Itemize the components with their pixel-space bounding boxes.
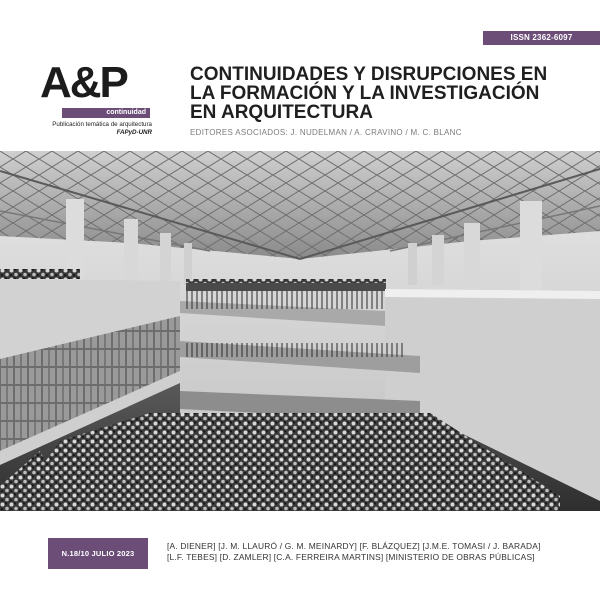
cover-title: [190, 65, 570, 122]
author-line: [A. DIENER] [J. M. LLAURÓ / G. M. MEINARDY] [F. BLÁZQUEZ] [J.M.E. TOMASI / J. BARADA]: [167, 541, 541, 551]
logo-mark: A&P: [40, 58, 127, 107]
logo-tagline: [40, 121, 152, 136]
title-line: CONTINUIDADES Y DISRUPCIONES EN: [190, 64, 548, 85]
author-list: [167, 541, 587, 563]
tagline-org: FAPyD-UNR: [116, 128, 152, 136]
associate-editors: EDITORES ASOCIADOS: J. NUDELMAN / A. CRAVINO / M. C. BLANC: [190, 128, 462, 137]
author-line: [L.F. TEBES] [D. ZAMLER] [C.A. FERREIRA MARTINS] [MINISTERIO DE OBRAS PÚBLICAS]: [167, 552, 535, 562]
title-line: EN ARQUITECTURA: [190, 102, 373, 123]
tagline-text: Publicación temática de arquitectura: [52, 121, 152, 128]
issue-badge: N.18/10 JULIO 2023: [48, 538, 148, 569]
logo-band: continuidad: [62, 108, 150, 118]
cover-photo: [0, 151, 600, 511]
journal-logo: [40, 60, 152, 144]
issn-badge: ISSN 2362-6097: [483, 31, 600, 45]
title-line: LA FORMACIÓN Y LA INVESTIGACIÓN: [190, 83, 540, 104]
